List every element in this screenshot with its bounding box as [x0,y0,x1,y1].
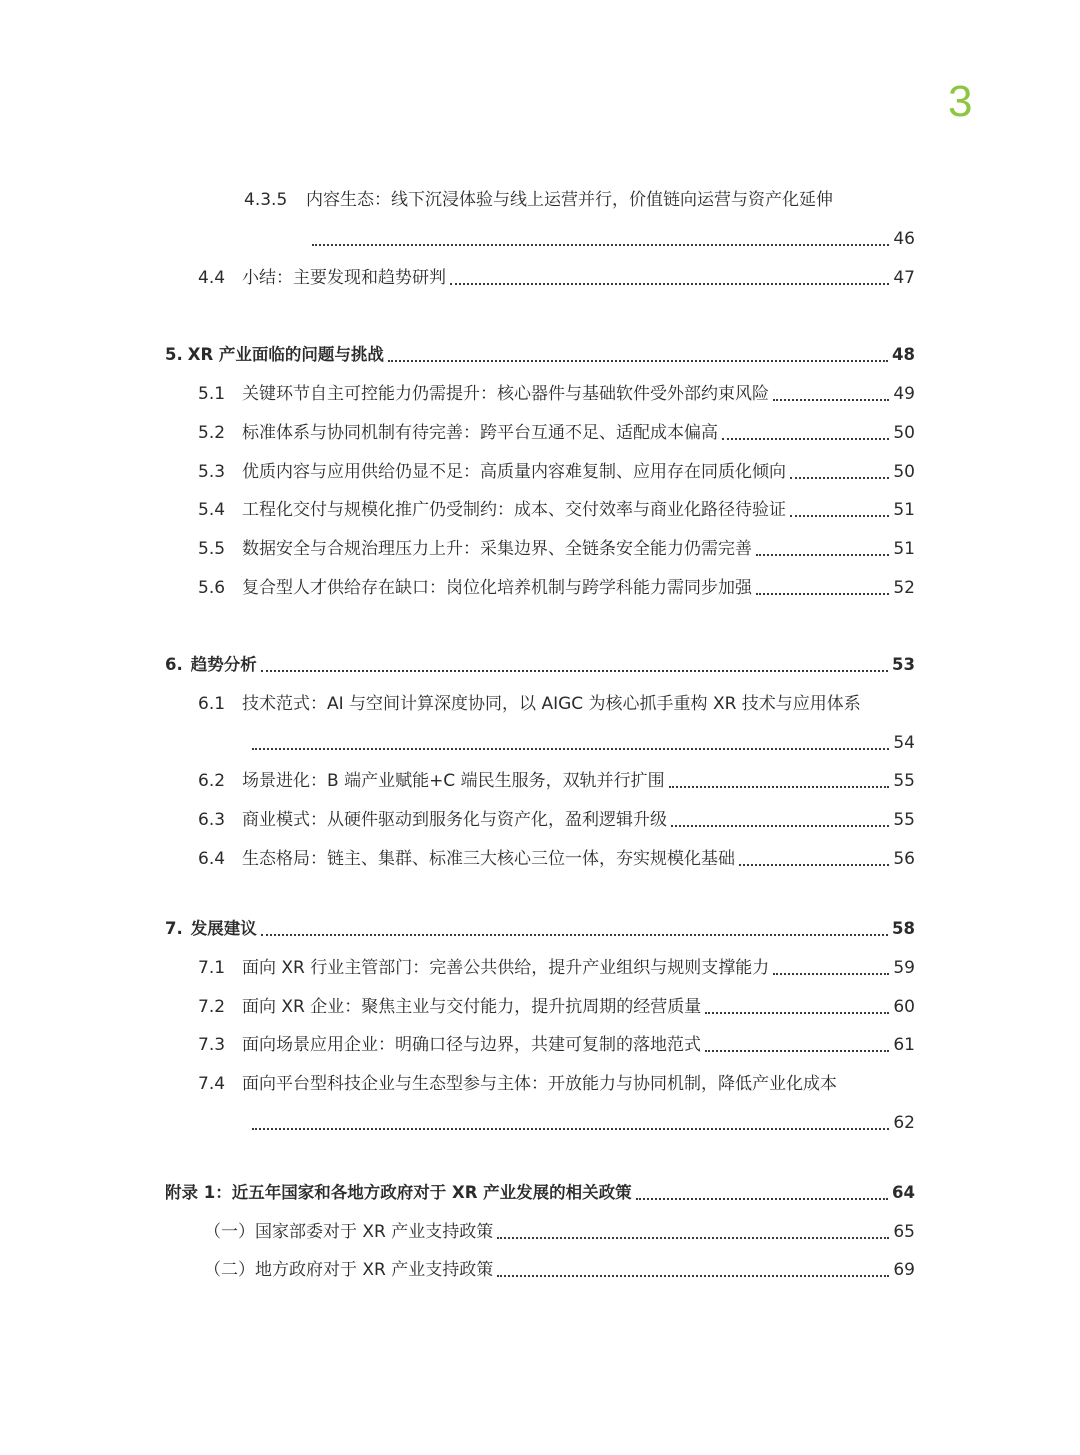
toc-title: 面向 XR 行业主管部门：完善公共供给，提升产业组织与规则支撑能力 [242,958,770,978]
toc-number: 7. [165,919,183,938]
toc-number: 5.2 [198,423,226,443]
toc-entry-5-3[interactable] [198,459,915,485]
dot-leader [773,399,889,401]
toc-number: 7.3 [198,1035,226,1055]
toc-number: 5.5 [198,539,226,559]
toc-page: 62 [893,1113,915,1133]
toc-page: 53 [892,655,915,674]
toc-title: （二）地方政府对于 XR 产业支持政策 [204,1260,494,1280]
toc-appendix-1-part-1[interactable] [204,1219,915,1245]
toc-page: 55 [893,810,915,830]
page-number: 3 [948,77,973,126]
toc-number: 5.6 [198,578,226,598]
toc-page: 51 [893,500,915,520]
dot-leader [705,1050,889,1052]
dot-leader [261,670,888,672]
toc-number: 5.4 [198,500,226,520]
dot-leader [705,1012,889,1014]
toc-page: 58 [892,919,915,938]
toc-page: 60 [893,997,915,1017]
toc-number: 6. [165,655,183,674]
toc-number: 5. [165,345,183,364]
dot-leader [722,438,889,440]
toc-number: 6.2 [198,771,226,791]
toc-entry-5-5[interactable] [198,536,915,562]
toc-entry-4-4[interactable] [198,265,915,291]
toc-chapter-7[interactable] [165,916,915,942]
toc-title: 附录 1：近五年国家和各地方政府对于 XR 产业发展的相关政策 [165,1183,632,1202]
toc-title: 场景进化：B 端产业赋能+C 端民生服务，双轨并行扩围 [242,771,665,791]
dot-leader [739,864,889,866]
toc-entry-6-4[interactable] [198,846,915,872]
toc-number: 6.4 [198,849,226,869]
toc-entry-6-2[interactable] [198,768,915,794]
toc-title: 商业模式：从硬件驱动到服务化与资产化，盈利逻辑升级 [242,810,667,830]
dot-leader [497,1237,889,1239]
toc-number: 6.3 [198,810,226,830]
dot-leader [252,748,889,750]
dot-leader [790,477,889,479]
toc-number: 4.4 [198,268,226,288]
toc-page: 48 [892,345,915,364]
toc-appendix-1[interactable] [165,1180,915,1206]
toc-chapter-5[interactable] [165,342,915,368]
toc-entry-5-6[interactable] [198,575,915,601]
toc-appendix-1-part-2[interactable] [204,1257,915,1283]
toc-entry-6-1[interactable] [198,691,861,717]
toc-entry-7-4-leader [248,1110,915,1136]
dot-leader [669,786,889,788]
toc-title: 发展建议 [190,919,257,938]
toc-entry-6-3[interactable] [198,807,915,833]
dot-leader [252,1128,889,1130]
toc-title: 优质内容与应用供给仍显不足：高质量内容难复制、应用存在同质化倾向 [242,462,786,482]
toc-number: 6.1 [198,694,226,714]
dot-leader [756,554,889,556]
toc-title: 技术范式：AI 与空间计算深度协同，以 AIGC 为核心抓手重构 XR 技术与应用体系 [242,694,861,714]
toc-title: 面向 XR 企业：聚焦主业与交付能力，提升抗周期的经营质量 [242,997,702,1017]
toc-page: 46 [893,229,915,249]
toc-page: 54 [893,733,915,753]
toc-title: （一）国家部委对于 XR 产业支持政策 [204,1222,494,1242]
dot-leader [636,1198,888,1200]
toc-page: 51 [893,539,915,559]
toc-page: 64 [892,1183,915,1202]
toc-page: 59 [893,958,915,978]
toc-page: 55 [893,771,915,791]
toc-title: 复合型人才供给存在缺口：岗位化培养机制与跨学科能力需同步加强 [242,578,752,598]
toc-entry-4-3-5-leader [308,226,915,252]
toc-entry-7-2[interactable] [198,994,915,1020]
toc-title: XR 产业面临的问题与挑战 [187,345,384,364]
dot-leader [450,283,889,285]
toc-entry-7-3[interactable] [198,1032,915,1058]
toc-number: 4.3.5 [244,190,288,210]
toc-entry-5-4[interactable] [198,497,915,523]
toc-title: 数据安全与合规治理压力上升：采集边界、全链条安全能力仍需完善 [242,539,752,559]
toc-page: 56 [893,849,915,869]
toc-page: 52 [893,578,915,598]
toc-page: 50 [893,462,915,482]
toc-page: 49 [893,384,915,404]
toc-page: 69 [893,1260,915,1280]
toc-entry-4-3-5[interactable] [244,187,833,213]
dot-leader [671,825,889,827]
dot-leader [773,973,889,975]
toc-title: 生态格局：链主、集群、标准三大核心三位一体，夯实规模化基础 [242,849,735,869]
toc-title: 面向场景应用企业：明确口径与边界，共建可复制的落地范式 [242,1035,701,1055]
toc-page: 47 [893,268,915,288]
toc-title: 内容生态：线下沉浸体验与线上运营并行，价值链向运营与资产化延伸 [306,190,833,210]
toc-title: 标准体系与协同机制有待完善：跨平台互通不足、适配成本偏高 [242,423,718,443]
toc-page: 65 [893,1222,915,1242]
dot-leader [756,593,889,595]
dot-leader [261,934,888,936]
toc-entry-6-1-leader [248,730,915,756]
toc-number: 5.3 [198,462,226,482]
toc-title: 面向平台型科技企业与生态型参与主体：开放能力与协同机制，降低产业化成本 [242,1074,837,1094]
toc-entry-7-4[interactable] [198,1071,837,1097]
toc-entry-5-2[interactable] [198,420,915,446]
toc-chapter-6[interactable] [165,652,915,678]
toc-entry-7-1[interactable] [198,955,915,981]
toc-title: 工程化交付与规模化推广仍受制约：成本、交付效率与商业化路径待验证 [242,500,786,520]
toc-page: 50 [893,423,915,443]
dot-leader [497,1275,889,1277]
toc-entry-5-1[interactable] [198,381,915,407]
toc-number: 7.2 [198,997,226,1017]
dot-leader [790,515,889,517]
toc-number: 7.1 [198,958,226,978]
dot-leader [388,360,888,362]
toc-title: 关键环节自主可控能力仍需提升：核心器件与基础软件受外部约束风险 [242,384,769,404]
toc-number: 7.4 [198,1074,226,1094]
toc-number: 5.1 [198,384,226,404]
toc-title: 趋势分析 [190,655,257,674]
dot-leader [312,244,889,246]
toc-title: 小结：主要发现和趋势研判 [242,268,446,288]
toc-page: 61 [893,1035,915,1055]
